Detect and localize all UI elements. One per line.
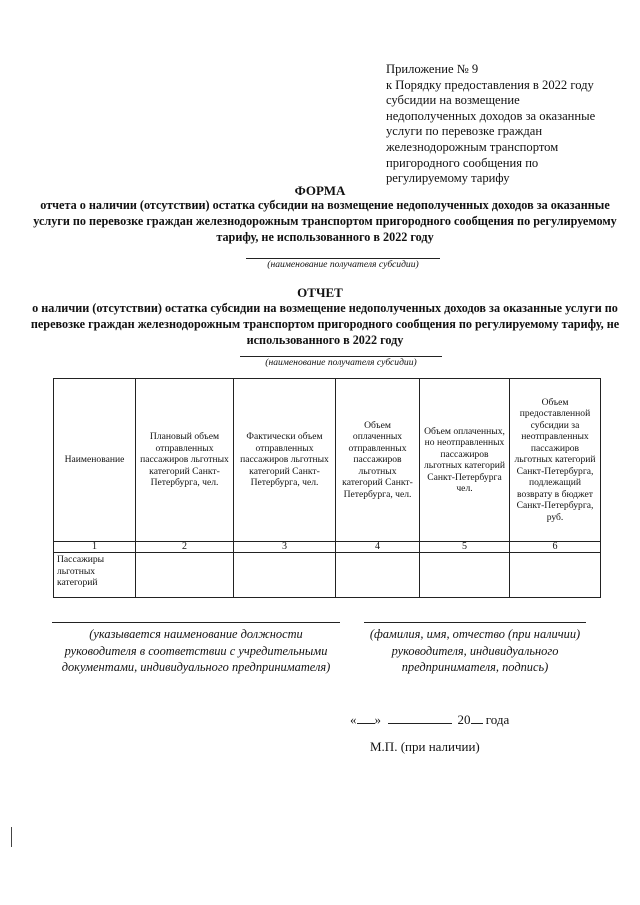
header-cell: Объем оплаченных отправленных пассажиров льготных категорий Санкт-Петербурга, чел. (336, 379, 420, 542)
header-cell: Фактически объем отправленных пассажиров льготных категорий Санкт-Петербурга, чел. (234, 379, 336, 542)
date-line (350, 712, 509, 728)
stamp-place: М.П. (при наличии) (370, 739, 480, 754)
month-blank[interactable] (388, 712, 452, 724)
table-row (54, 553, 601, 598)
appendix-line: железнодорожным транспортом (386, 139, 559, 154)
name-signature-line (364, 622, 586, 623)
number-cell: 4 (336, 542, 420, 553)
date-open-quote: « (350, 712, 357, 727)
number-cell: 3 (234, 542, 336, 553)
header-cell: Объем оплаченных, но неотправленных пассажиров льготных категорий Санкт-Петербурга чел. (420, 379, 510, 542)
forma-subtitle: отчета о наличии (отсутствии) остатка субсидии на возмещение недополученных доходов за оказанные услуги по перевозке граждан железнодорожным транспортом пригородного сообщения по регулируемому тарифу, не использованного в 2022 году (33, 198, 617, 244)
year-blank[interactable] (471, 712, 483, 724)
data-cell[interactable] (234, 553, 336, 598)
table-header-row (54, 379, 601, 542)
year-prefix: 20 (457, 712, 471, 727)
data-cell[interactable] (136, 553, 234, 598)
forma-title: ФОРМА (294, 183, 346, 198)
report-title: ОТЧЕТ (297, 285, 343, 300)
report-table (53, 378, 601, 598)
scan-margin-mark (11, 827, 12, 847)
row-label-cell: Пассажиры льготных категорий (54, 553, 136, 598)
appendix-line: пригородного сообщения по (386, 155, 539, 170)
number-cell: 5 (420, 542, 510, 553)
number-cell: 1 (54, 542, 136, 553)
report-subtitle: о наличии (отсутствии) остатка субсидии на возмещение недополученных доходов за оказанные услуги по перевозке граждан железнодорожным транспортом пригородного сообщения по регулируемому тарифу, не использованного в 2022 году (30, 301, 620, 347)
appendix-line: регулируемому тарифу (386, 171, 510, 186)
report-recipient-caption: (наименование получателя субсидии) (265, 357, 417, 368)
data-cell[interactable] (336, 553, 420, 598)
table-number-row (54, 542, 601, 553)
date-close-quote: » (374, 712, 381, 727)
data-cell[interactable] (420, 553, 510, 598)
name-caption: (фамилия, имя, отчество (при наличии) руководителя, индивидуального предпринимателя, подпись) (369, 627, 581, 674)
day-blank[interactable] (357, 712, 375, 724)
number-cell: 6 (510, 542, 601, 553)
position-signature-line (52, 622, 340, 623)
appendix-line: к Порядку предоставления в 2022 году (386, 77, 594, 92)
appendix-line: услуги по перевозке граждан (386, 124, 543, 139)
appendix-line: недополученных доходов за оказанные (386, 108, 596, 123)
header-cell: Плановый объем отправленных пассажиров льготных категорий Санкт-Петербурга, чел. (136, 379, 234, 542)
forma-recipient-caption: (наименование получателя субсидии) (267, 259, 419, 270)
number-cell: 2 (136, 542, 234, 553)
appendix-line: субсидии на возмещение (386, 93, 520, 108)
data-cell[interactable] (510, 553, 601, 598)
position-caption: (указывается наименование должности руководителя в соответствии с учредительными документами, индивидуального предпринимателя) (61, 627, 331, 674)
appendix-line: Приложение № 9 (386, 62, 479, 76)
header-cell: Объем предоставленной субсидии за неотправленных пассажиров льготных категорий Санкт-Петербурга, подлежащий возврату в бюджет Санкт-Петербурга, руб. (510, 379, 601, 542)
appendix-header (386, 62, 616, 187)
year-suffix: года (485, 712, 510, 727)
header-cell: Наименование (54, 379, 136, 542)
